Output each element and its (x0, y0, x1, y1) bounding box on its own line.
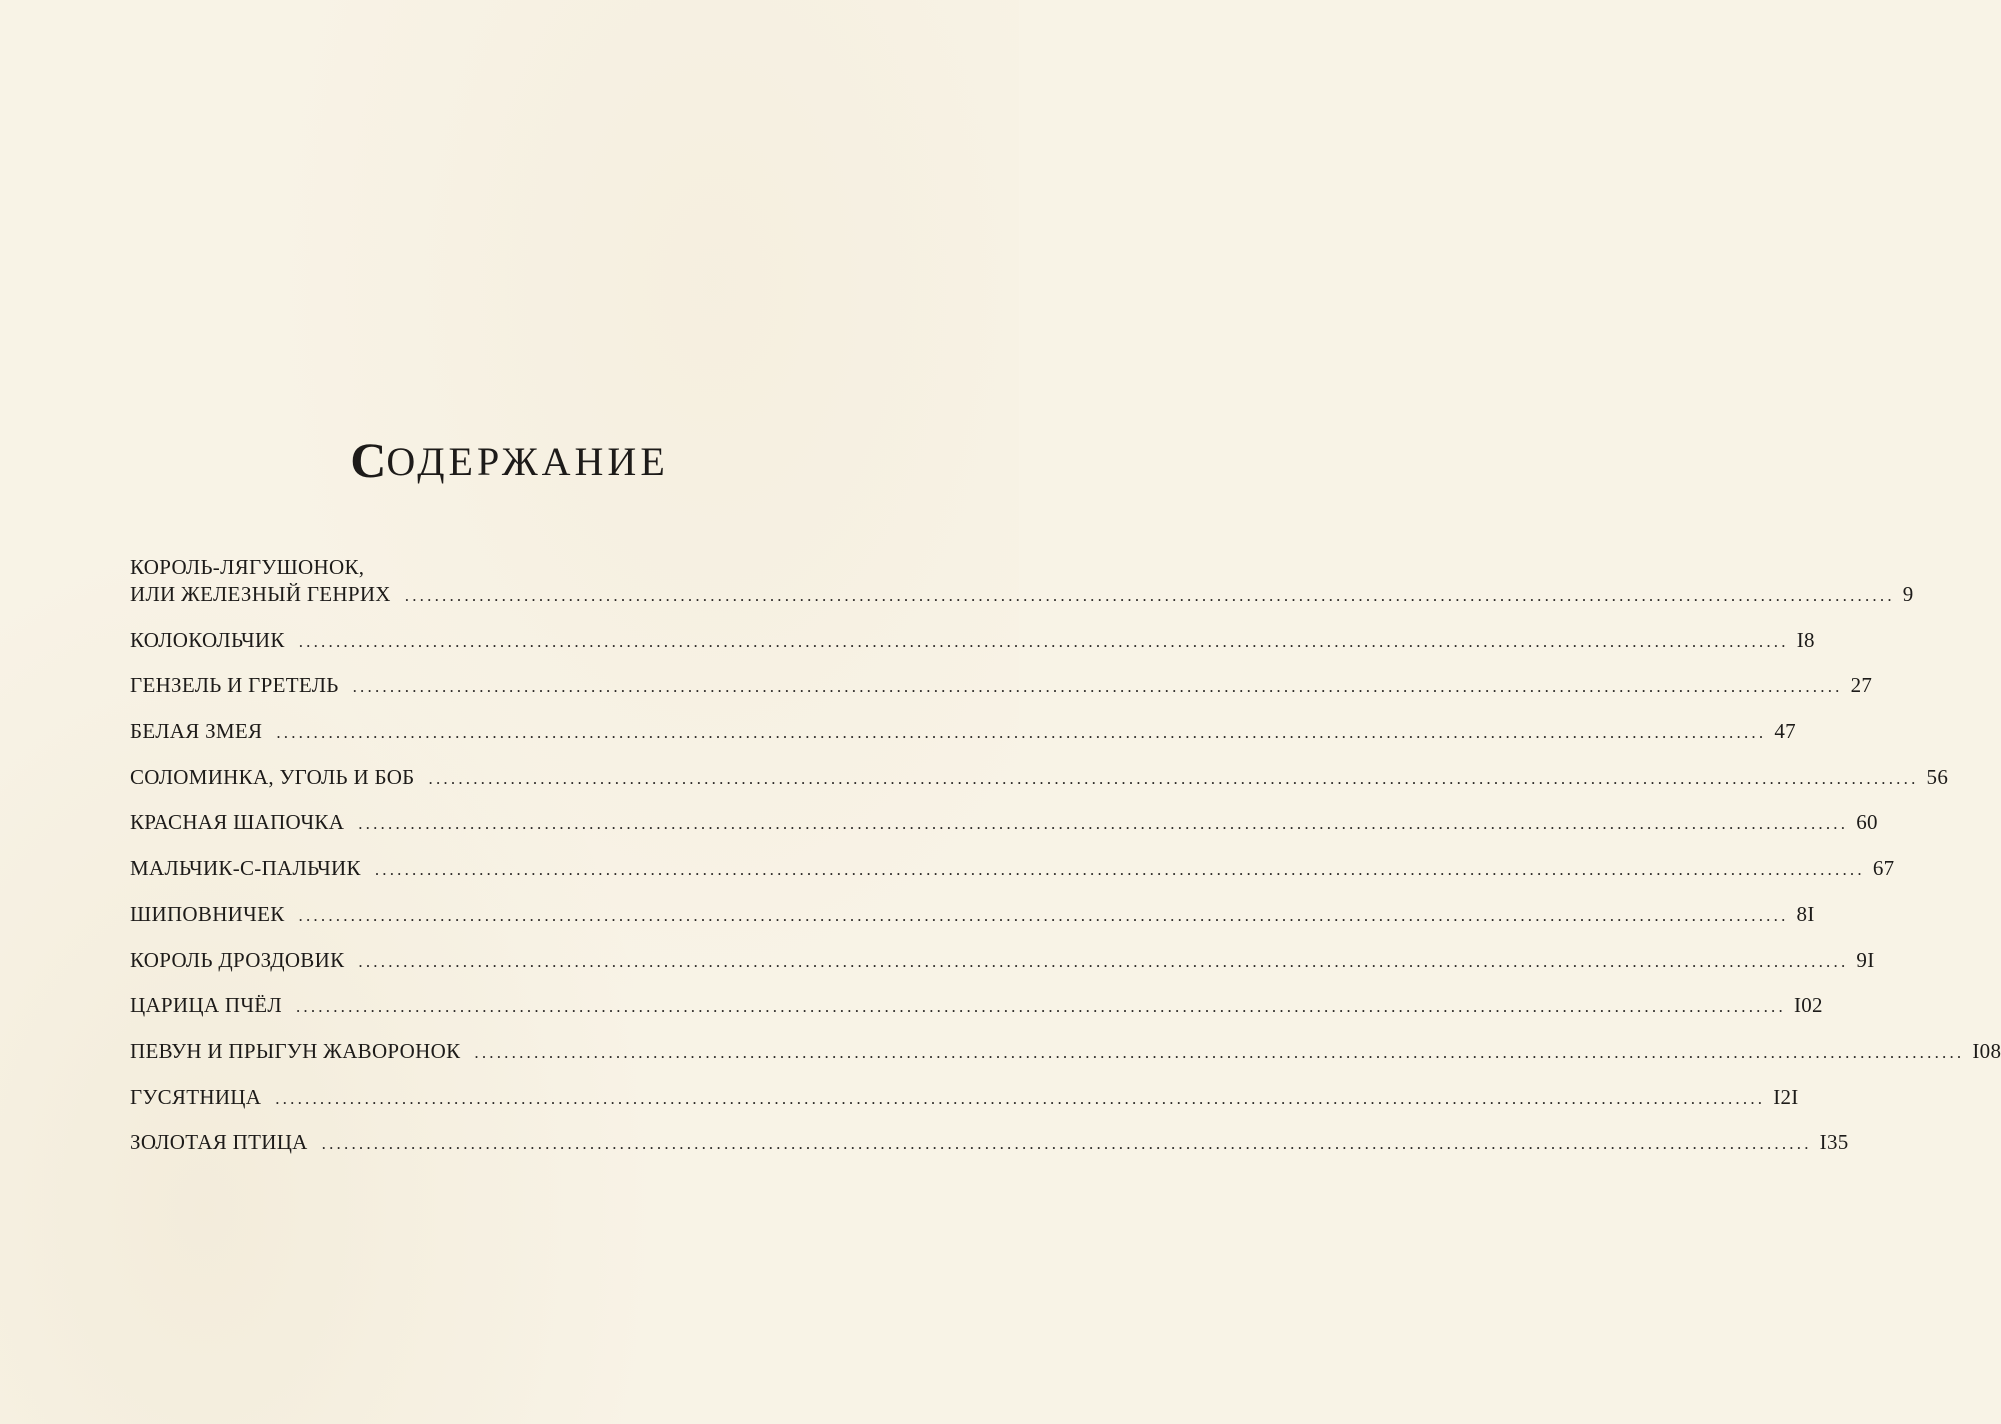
toc-entry-page: 8I (1796, 901, 1815, 926)
toc-entry-page: I2I (1773, 1084, 1799, 1109)
toc-entry-page: 56 (1926, 764, 1949, 789)
dot-leader: ........................................................................................................................................................................................................ (352, 677, 1843, 697)
toc-entry-title: БЕЛАЯ ЗМЕЯ (130, 719, 263, 744)
toc-entry-page: I02 (1793, 993, 1823, 1018)
toc-entry-title: ЦАРИЦА ПЧЁЛ (130, 993, 282, 1018)
title-rest: ОДЕРЖАНИЕ (386, 439, 669, 484)
toc-entry-page: 67 (1872, 856, 1895, 881)
toc-entry-title: ГЕНЗЕЛЬ И ГРЕТЕЛЬ (130, 673, 339, 698)
toc-entry[interactable] (130, 993, 1823, 1039)
toc-entry-page: I8 (1796, 627, 1815, 652)
toc-entry-title: ИЛИ ЖЕЛЕЗНЫЙ ГЕНРИХ (130, 582, 391, 606)
dot-leader: ........................................................................................................................................................................................................ (358, 951, 1849, 971)
dot-leader: ........................................................................................................................................................................................................ (275, 1088, 1766, 1108)
dot-leader: ........................................................................................................................................................................................................ (298, 631, 1789, 651)
toc-entry[interactable] (130, 764, 1949, 811)
dot-leader: ........................................................................................................................................................................................................ (321, 1134, 1812, 1154)
toc-entry-page: 9 (1902, 582, 1914, 606)
toc-entry-page: 9I (1856, 947, 1875, 972)
toc-entry-title: КРАСНАЯ ШАПОЧКА (130, 810, 345, 835)
toc-entry-title-line1: КОРОЛЬ-ЛЯГУШОНОК, (130, 555, 365, 579)
dot-leader: ........................................................................................................................................................................................................ (298, 905, 1789, 925)
toc-entry[interactable] (130, 719, 1796, 765)
dot-leader: ........................................................................................................................................................................................................ (295, 997, 1786, 1017)
toc-entry-title: ГУСЯТНИЦА (130, 1084, 262, 1109)
toc-entry[interactable] (130, 1084, 1799, 1131)
toc-entry[interactable] (130, 810, 1878, 856)
toc-entry[interactable] (130, 673, 1873, 719)
toc-entry-title: КОЛОКОЛЬЧИК (130, 627, 285, 652)
dot-leader: ........................................................................................................................................................................................................ (404, 586, 1895, 605)
toc-entry[interactable] (130, 901, 1815, 948)
toc-entry[interactable] (130, 947, 1875, 994)
dot-leader: ........................................................................................................................................................................................................ (428, 768, 1919, 788)
toc-entry-page: 60 (1856, 810, 1878, 835)
toc-entry-page: I08 (1972, 1038, 2001, 1063)
toc-entry-page: I35 (1819, 1130, 1849, 1155)
toc-entry[interactable] (130, 1038, 2001, 1085)
toc-entry[interactable] (130, 1130, 1849, 1176)
toc-entry-page: 47 (1774, 719, 1796, 744)
dot-leader: ........................................................................................................................................................................................................ (358, 814, 1849, 834)
toc-entry-title: ШИПОВНИЧЕК (130, 901, 285, 926)
toc-entry-page: 27 (1850, 673, 1873, 698)
dot-leader: ........................................................................................................................................................................................................ (474, 1042, 1965, 1062)
toc-entry[interactable] (130, 552, 1914, 628)
toc-entry[interactable] (130, 627, 1815, 674)
title-drop-cap: С (350, 432, 387, 488)
toc-entry-title: ПЕВУН И ПРЫГУН ЖАВОРОНОК (130, 1038, 461, 1063)
toc-entry-title: КОРОЛЬ ДРОЗДОВИК (130, 947, 345, 972)
dot-leader: ........................................................................................................................................................................................................ (374, 860, 1865, 880)
page-title (0, 428, 1019, 492)
dot-leader: ........................................................................................................................................................................................................ (276, 723, 1767, 743)
toc-entry-title: МАЛЬЧИК-С-ПАЛЬЧИК (130, 856, 361, 881)
toc-entry[interactable] (130, 856, 1895, 902)
table-of-contents (130, 552, 2001, 1176)
toc-entry-title: СОЛОМИНКА, УГОЛЬ И БОБ (130, 764, 415, 789)
toc-entry-title: ЗОЛОТАЯ ПТИЦА (130, 1130, 308, 1155)
